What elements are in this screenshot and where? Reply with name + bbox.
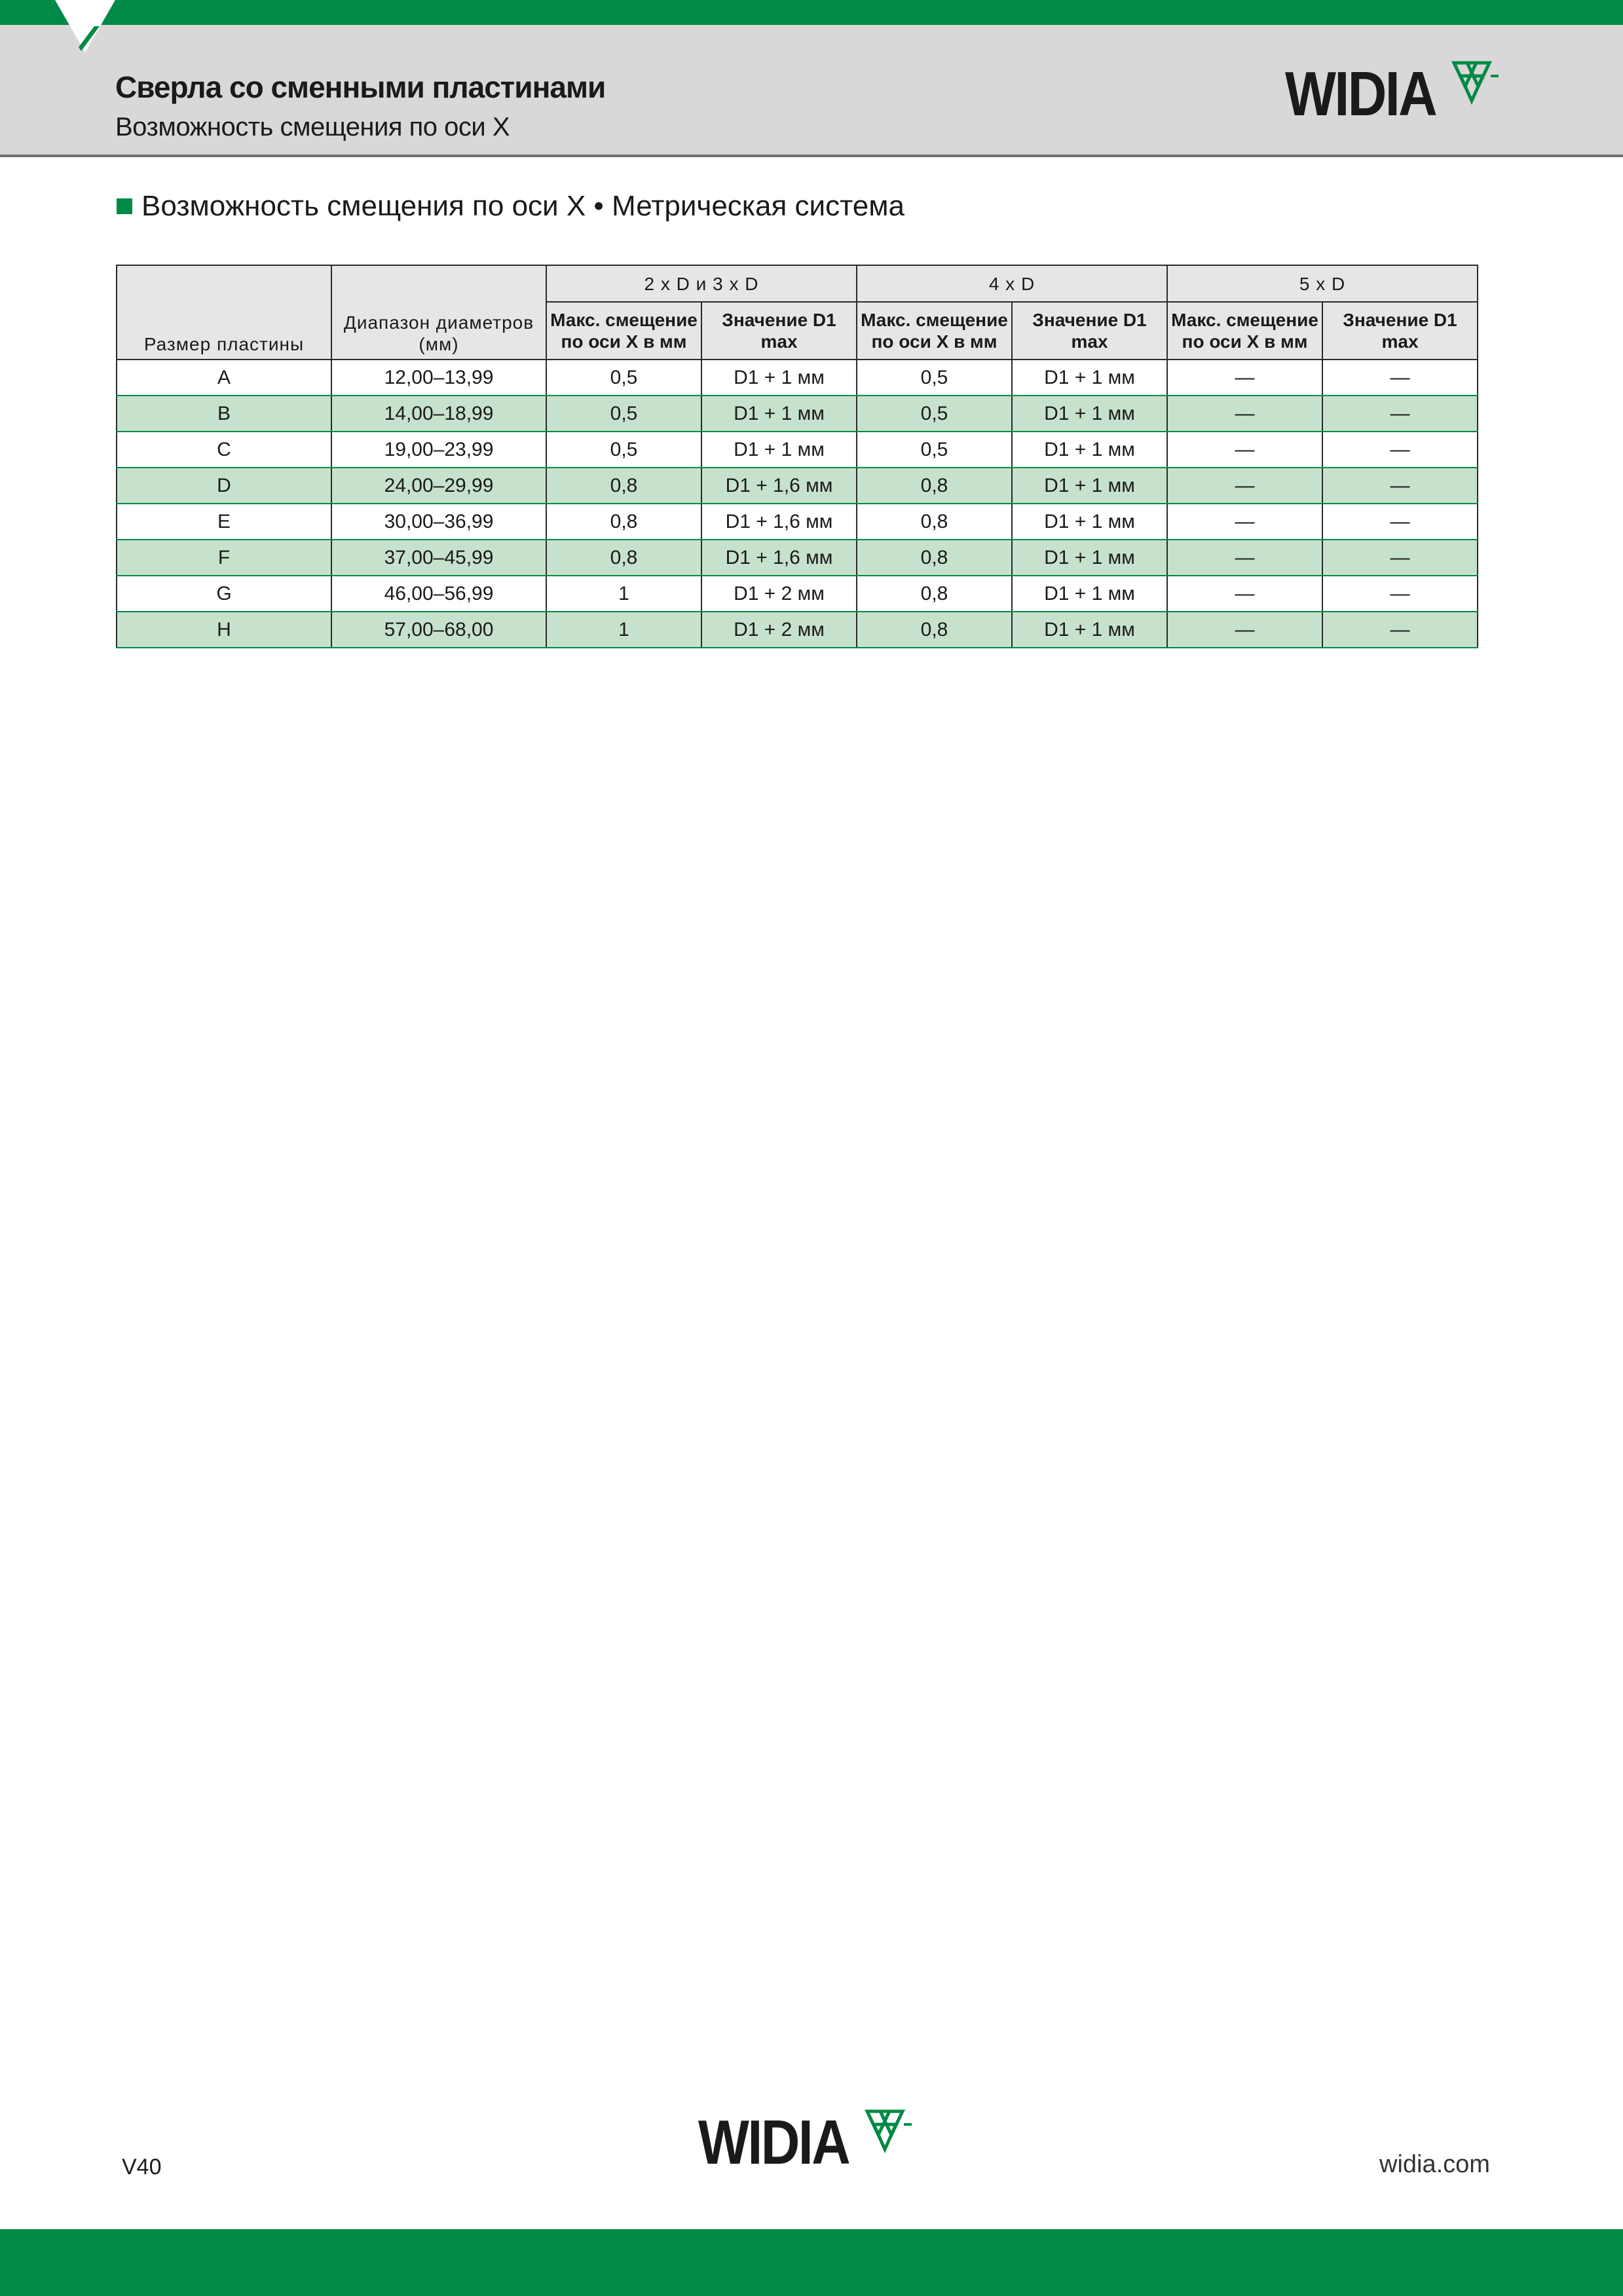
table-row — [117, 576, 1478, 612]
page-title: Сверла со сменными пластинами — [115, 70, 606, 104]
section-heading — [117, 190, 905, 223]
cell-insert-size: D — [117, 468, 331, 504]
cell-d1-2xd: D1 + 1 мм — [701, 360, 857, 396]
logo-wordmark: WIDIA — [698, 2107, 849, 2177]
cell-offset-4xd: 0,8 — [857, 468, 1012, 504]
cell-d1-2xd: D1 + 1 мм — [701, 396, 857, 432]
cell-d1-4xd: D1 + 1 мм — [1012, 360, 1167, 396]
cell-d1-5xd: — — [1322, 504, 1478, 540]
cell-offset-2xd: 1 — [546, 576, 701, 612]
cell-insert-size: E — [117, 504, 331, 540]
cell-offset-5xd: — — [1167, 540, 1322, 576]
header-group-4xd: 4 x D — [857, 265, 1167, 302]
cell-offset-5xd: — — [1167, 468, 1322, 504]
table-row — [117, 504, 1478, 540]
cell-offset-5xd: — — [1167, 432, 1322, 468]
cell-d1-2xd: D1 + 1,6 мм — [701, 540, 857, 576]
header-d1-max: Значение D1 max — [1012, 302, 1167, 360]
cell-offset-4xd: 0,5 — [857, 432, 1012, 468]
header-notch-icon — [55, 0, 115, 54]
cell-offset-4xd: 0,5 — [857, 360, 1012, 396]
cell-insert-size: A — [117, 360, 331, 396]
cell-d1-5xd: — — [1322, 396, 1478, 432]
cell-offset-2xd: 0,8 — [546, 468, 701, 504]
cell-d1-2xd: D1 + 1,6 мм — [701, 504, 857, 540]
cell-d1-2xd: D1 + 1,6 мм — [701, 468, 857, 504]
cell-offset-4xd: 0,8 — [857, 612, 1012, 648]
cell-d1-5xd: — — [1322, 432, 1478, 468]
cell-diameter-range: 30,00–36,99 — [331, 504, 546, 540]
cell-diameter-range: 14,00–18,99 — [331, 396, 546, 432]
cell-diameter-range: 12,00–13,99 — [331, 360, 546, 396]
widia-logo-header — [1285, 59, 1501, 129]
cell-offset-5xd: — — [1167, 576, 1322, 612]
cell-diameter-range: 46,00–56,99 — [331, 576, 546, 612]
header-group-5xd: 5 x D — [1167, 265, 1478, 302]
cell-d1-4xd: D1 + 1 мм — [1012, 540, 1167, 576]
cell-offset-2xd: 0,8 — [546, 504, 701, 540]
cell-d1-4xd: D1 + 1 мм — [1012, 432, 1167, 468]
cell-offset-2xd: 1 — [546, 612, 701, 648]
cell-insert-size: G — [117, 576, 331, 612]
cell-offset-2xd: 0,5 — [546, 396, 701, 432]
cell-offset-5xd: — — [1167, 612, 1322, 648]
cell-d1-4xd: D1 + 1 мм — [1012, 612, 1167, 648]
cell-offset-5xd: — — [1167, 360, 1322, 396]
footer-website-link[interactable]: widia.com — [1379, 2151, 1490, 2178]
cell-d1-4xd: D1 + 1 мм — [1012, 504, 1167, 540]
cell-diameter-range: 57,00–68,00 — [331, 612, 546, 648]
cell-offset-2xd: 0,5 — [546, 432, 701, 468]
cell-offset-4xd: 0,8 — [857, 540, 1012, 576]
cell-offset-4xd: 0,8 — [857, 504, 1012, 540]
page-number: V40 — [122, 2155, 162, 2179]
widia-triangle-icon — [1451, 60, 1501, 106]
header-group-2xd-3xd: 2 x D и 3 x D — [546, 265, 857, 302]
cell-d1-5xd: — — [1322, 612, 1478, 648]
section-heading-text: Возможность смещения по оси X • Метрическая система — [141, 190, 905, 222]
cell-diameter-range: 37,00–45,99 — [331, 540, 546, 576]
cell-insert-size: H — [117, 612, 331, 648]
page-subtitle: Возможность смещения по оси X — [115, 113, 510, 141]
cell-offset-5xd: — — [1167, 396, 1322, 432]
cell-d1-5xd: — — [1322, 360, 1478, 396]
cell-d1-2xd: D1 + 1 мм — [701, 432, 857, 468]
cell-insert-size: B — [117, 396, 331, 432]
widia-triangle-icon — [865, 2109, 914, 2155]
cell-offset-4xd: 0,8 — [857, 576, 1012, 612]
cell-insert-size: F — [117, 540, 331, 576]
header-max-offset: Макс. смещение по оси X в мм — [546, 302, 701, 360]
cell-d1-5xd: — — [1322, 576, 1478, 612]
top-accent-bar — [0, 0, 1623, 25]
cell-diameter-range: 19,00–23,99 — [331, 432, 546, 468]
cell-offset-2xd: 0,8 — [546, 540, 701, 576]
cell-d1-5xd: — — [1322, 468, 1478, 504]
widia-logo-footer — [698, 2107, 914, 2177]
header-insert-size: Размер пластины — [117, 265, 331, 360]
table-row — [117, 468, 1478, 504]
bottom-accent-bar — [0, 2229, 1623, 2296]
header-max-offset: Макс. смещение по оси X в мм — [1167, 302, 1322, 360]
logo-wordmark: WIDIA — [1285, 59, 1436, 129]
cell-offset-4xd: 0,5 — [857, 396, 1012, 432]
cell-d1-4xd: D1 + 1 мм — [1012, 468, 1167, 504]
table-row — [117, 396, 1478, 432]
cell-offset-2xd: 0,5 — [546, 360, 701, 396]
x-offset-table — [116, 265, 1478, 648]
cell-d1-5xd: — — [1322, 540, 1478, 576]
header-d1-max: Значение D1 max — [1322, 302, 1478, 360]
green-square-bullet-icon — [117, 198, 132, 214]
cell-offset-5xd: — — [1167, 504, 1322, 540]
cell-d1-4xd: D1 + 1 мм — [1012, 576, 1167, 612]
table-row — [117, 360, 1478, 396]
table-row — [117, 540, 1478, 576]
header-max-offset: Макс. смещение по оси X в мм — [857, 302, 1012, 360]
cell-d1-2xd: D1 + 2 мм — [701, 612, 857, 648]
cell-insert-size: C — [117, 432, 331, 468]
table-row — [117, 612, 1478, 648]
cell-d1-2xd: D1 + 2 мм — [701, 576, 857, 612]
table-row — [117, 432, 1478, 468]
cell-d1-4xd: D1 + 1 мм — [1012, 396, 1167, 432]
header-diameter-range: Диапазон диаметров (мм) — [331, 265, 546, 360]
table-body — [117, 360, 1478, 648]
header-d1-max: Значение D1 max — [701, 302, 857, 360]
cell-diameter-range: 24,00–29,99 — [331, 468, 546, 504]
